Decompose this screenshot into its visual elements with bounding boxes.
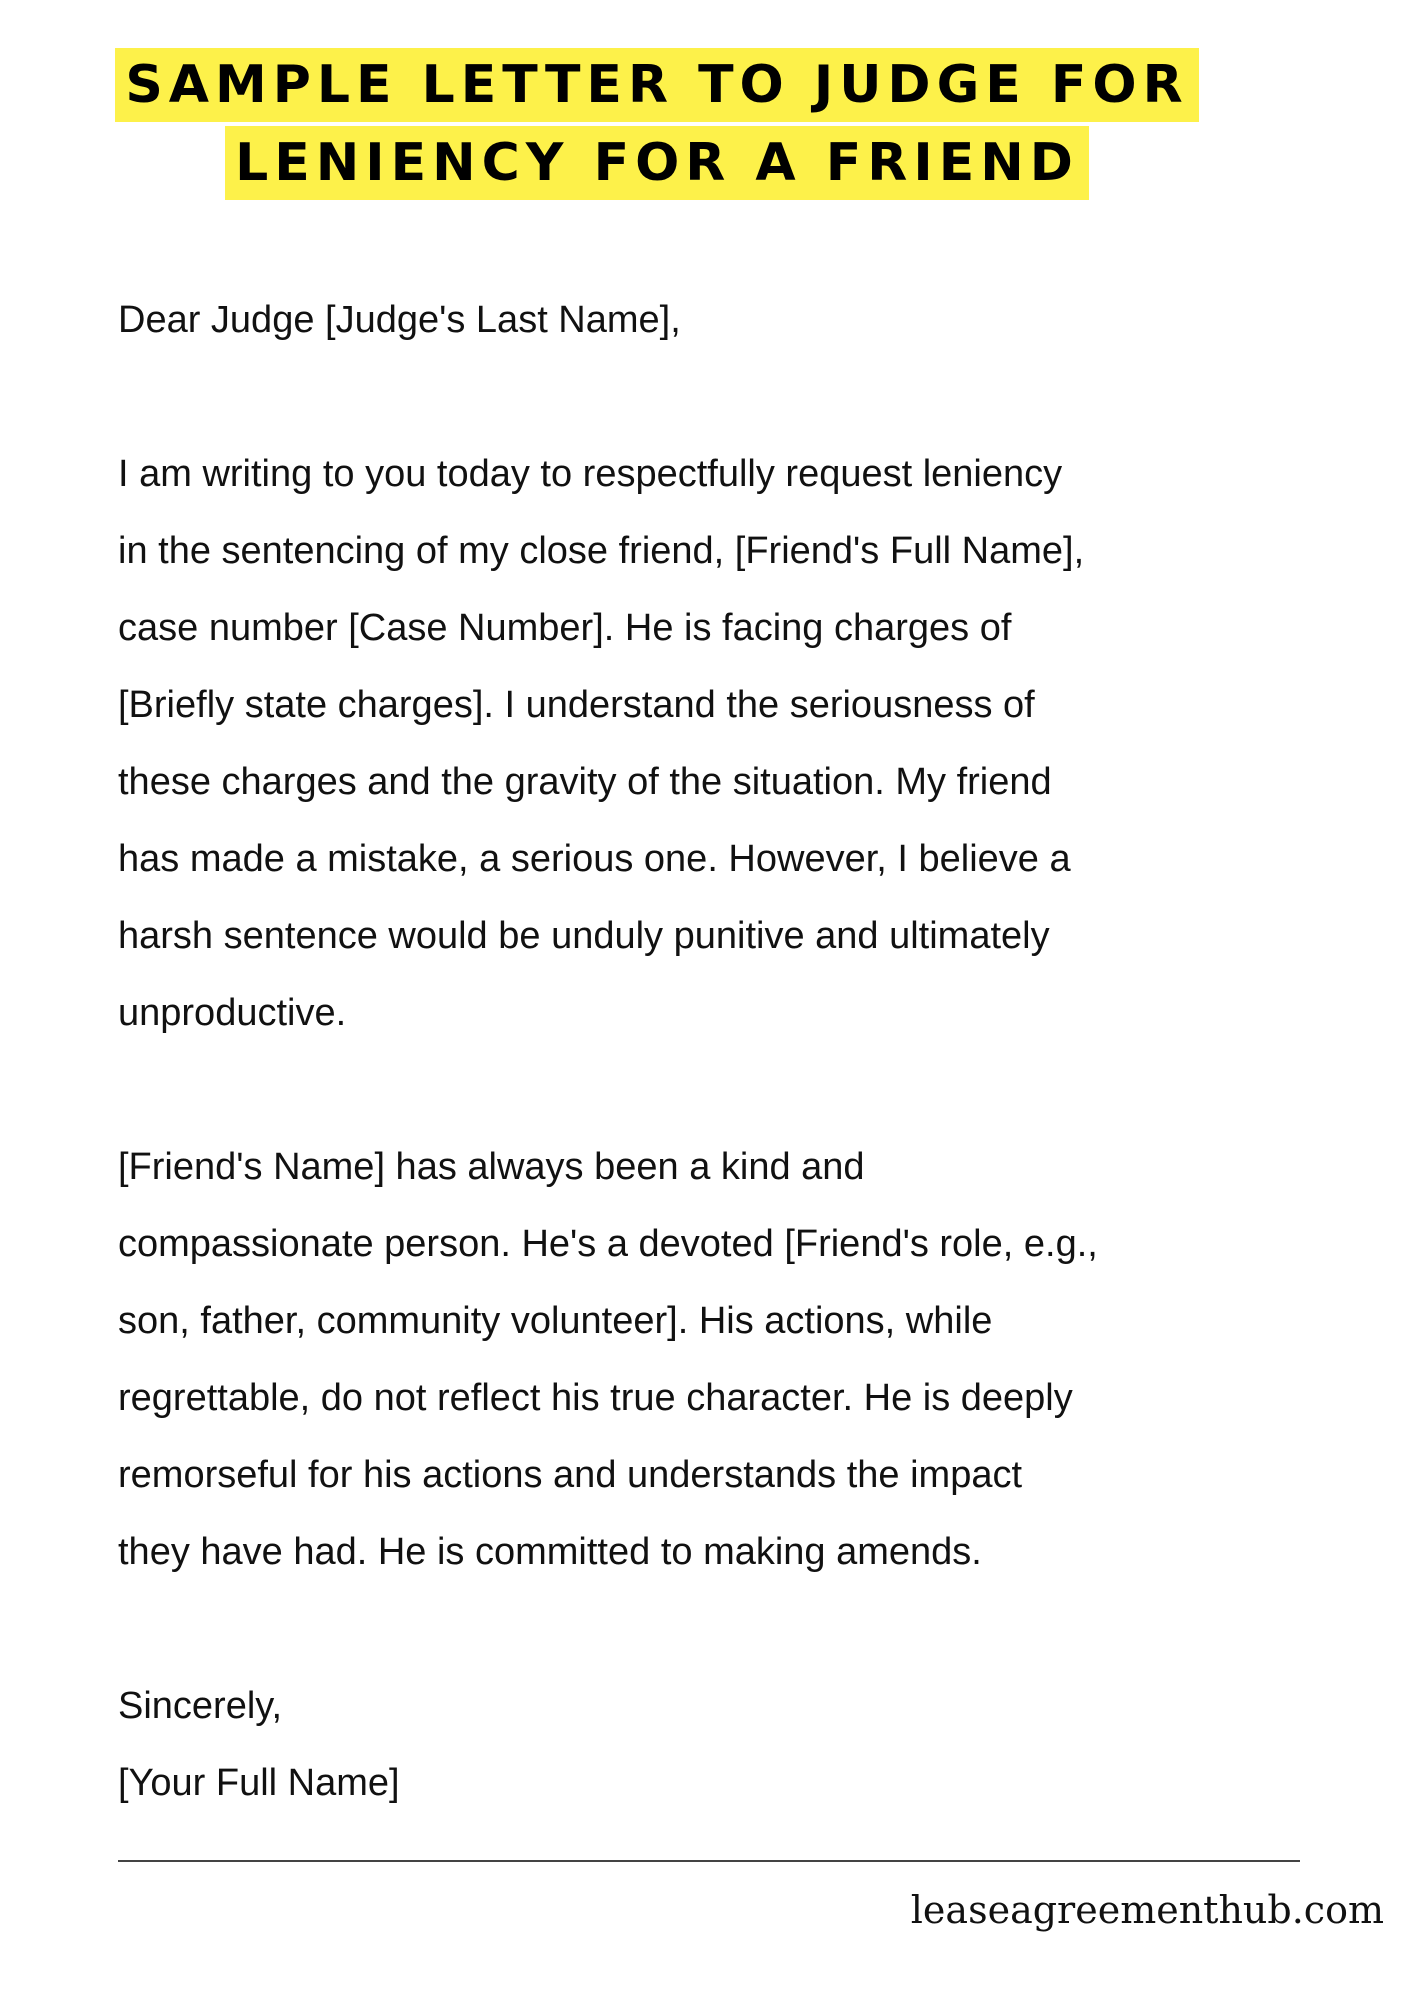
paragraph-gap (118, 1591, 1348, 1668)
closing: Sincerely, (118, 1685, 283, 1727)
paragraph-1-line: harsh sentence would be unduly punitive and ultimately (118, 915, 1050, 957)
paragraph-1-line: these charges and the gravity of the situation. My friend (118, 761, 1052, 803)
signature-placeholder: [Your Full Name] (118, 1762, 400, 1804)
title-line-2: LENIENCY FOR A FRIEND (225, 126, 1089, 200)
paragraph-2-line: son, father, community volunteer]. His actions, while (118, 1300, 993, 1342)
letter-body (118, 282, 1348, 1822)
paragraph-1-line: case number [Case Number]. He is facing charges of (118, 607, 1012, 649)
paragraph-gap (118, 359, 1348, 436)
paragraph-2 (118, 1129, 1348, 1591)
paragraph-gap (118, 1052, 1348, 1129)
footer-site-name: leaseagreementhub.com (910, 1888, 1384, 1932)
paragraph-2-line: regrettable, do not reflect his true character. He is deeply (118, 1377, 1073, 1419)
paragraph-2-line: they have had. He is committed to making amends. (118, 1531, 982, 1573)
paragraph-1-line: unproductive. (118, 992, 347, 1034)
paragraph-1-line: has made a mistake, a serious one. However, I believe a (118, 838, 1071, 880)
document-title (0, 48, 1414, 200)
paragraph-1-line: in the sentencing of my close friend, [Friend's Full Name], (118, 530, 1085, 572)
footer-divider (118, 1860, 1300, 1862)
paragraph-1-line: I am writing to you today to respectfully request leniency (118, 453, 1063, 495)
title-line-1: SAMPLE LETTER TO JUDGE FOR (115, 48, 1198, 122)
paragraph-2-line: remorseful for his actions and understands the impact (118, 1454, 1023, 1496)
paragraph-1 (118, 436, 1348, 1052)
paragraph-2-line: [Friend's Name] has always been a kind and (118, 1146, 865, 1188)
salutation: Dear Judge [Judge's Last Name], (118, 299, 681, 341)
paragraph-2-line: compassionate person. He's a devoted [Friend's role, e.g., (118, 1223, 1098, 1265)
paragraph-1-line: [Briefly state charges]. I understand the seriousness of (118, 684, 1035, 726)
